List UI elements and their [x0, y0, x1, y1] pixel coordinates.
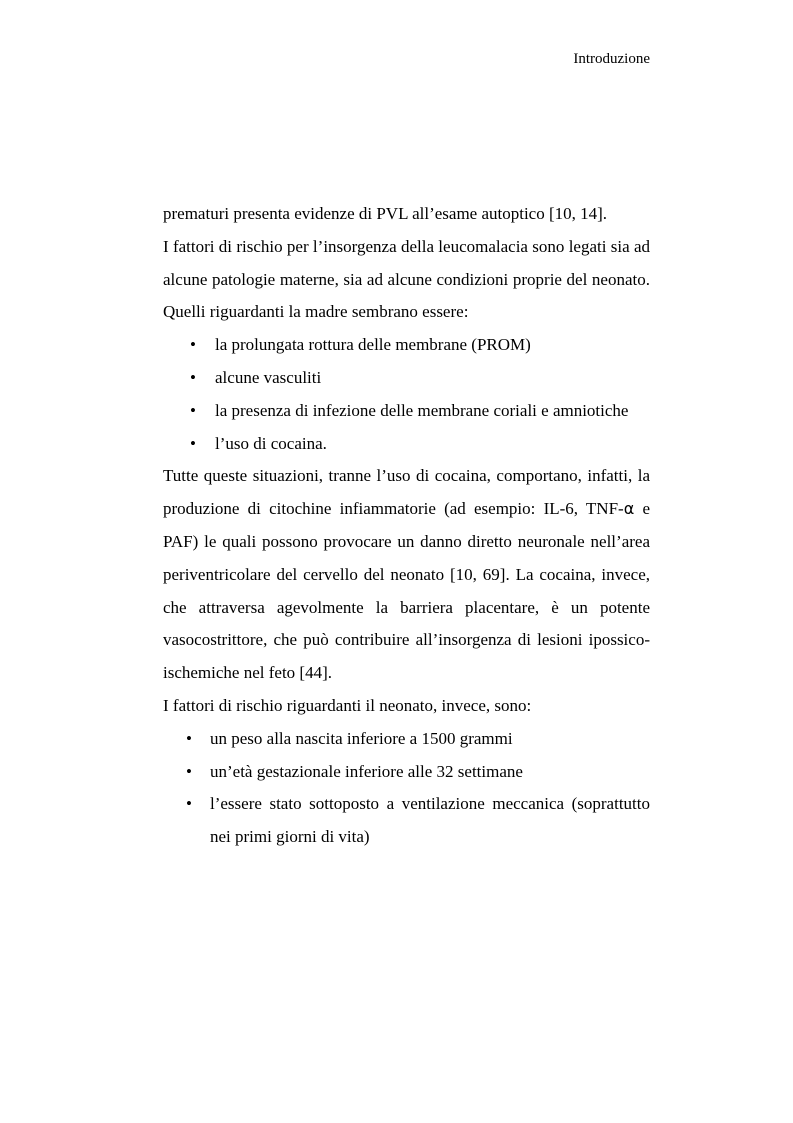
neonatal-risk-factors-list — [163, 723, 650, 854]
running-header: Introduzione — [573, 51, 650, 67]
list-item-text: alcune vasculiti — [215, 367, 322, 387]
list-item-text: l’essere stato sottoposto a ventilazione meccanica (soprattutto nei primi giorni di vita) — [210, 794, 650, 847]
list-item-text: un peso alla nascita inferiore a 1500 grammi — [210, 728, 513, 748]
paragraph-3-text-b: e PAF) le quali possono provocare un danno diretto neuronale nell’area periventricolare del cervello del neonato [10, 69]. La cocaina, invece, che attraversa agevolmente la barriera placentare, è un potente vasocostrittore, che può contribuire all’insorgenza di lesioni ipossico-ischemiche nel feto [44]. — [163, 499, 651, 683]
maternal-risk-factors-list — [163, 329, 650, 460]
list-item — [163, 362, 650, 395]
list-item — [163, 788, 650, 854]
bullet-icon: • — [186, 794, 192, 814]
bullet-icon: • — [190, 335, 196, 355]
list-item — [163, 395, 650, 428]
bullet-icon: • — [190, 400, 196, 420]
list-item-text: un’età gestazionale inferiore alle 32 settimane — [210, 761, 523, 781]
list-item — [163, 723, 650, 756]
paragraph-3-text-a: Tutte queste situazioni, tranne l’uso di cocaina, comportano, infatti, la produzione di citochine infiammatorie (ad esempio: IL-6, TNF- — [163, 466, 650, 519]
paragraph-1: prematuri presenta evidenze di PVL all’esame autoptico [10, 14]. — [163, 204, 608, 223]
list-item-text: la prolungata rottura delle membrane (PROM) — [215, 335, 531, 355]
list-item — [163, 428, 650, 461]
bullet-icon: • — [190, 433, 196, 453]
alpha-symbol: α — [623, 499, 635, 519]
bullet-icon: • — [186, 761, 192, 781]
page-body — [163, 198, 650, 854]
list-item-text: l’uso di cocaina. — [215, 433, 327, 453]
list-item — [163, 329, 650, 362]
paragraph-2: I fattori di rischio per l’insorgenza della leucomalacia sono legati sia ad alcune patologie materne, sia ad alcune condizioni proprie del neonato. Quelli riguardanti la madre sembrano essere: — [163, 236, 650, 322]
paragraph-4: I fattori di rischio riguardanti il neonato, invece, sono: — [163, 695, 532, 715]
list-item-text: la presenza di infezione delle membrane coriali e amniotiche — [215, 400, 629, 420]
bullet-icon: • — [186, 728, 192, 748]
paragraph-3 — [163, 460, 650, 690]
bullet-icon: • — [190, 367, 196, 387]
list-item — [163, 756, 650, 789]
